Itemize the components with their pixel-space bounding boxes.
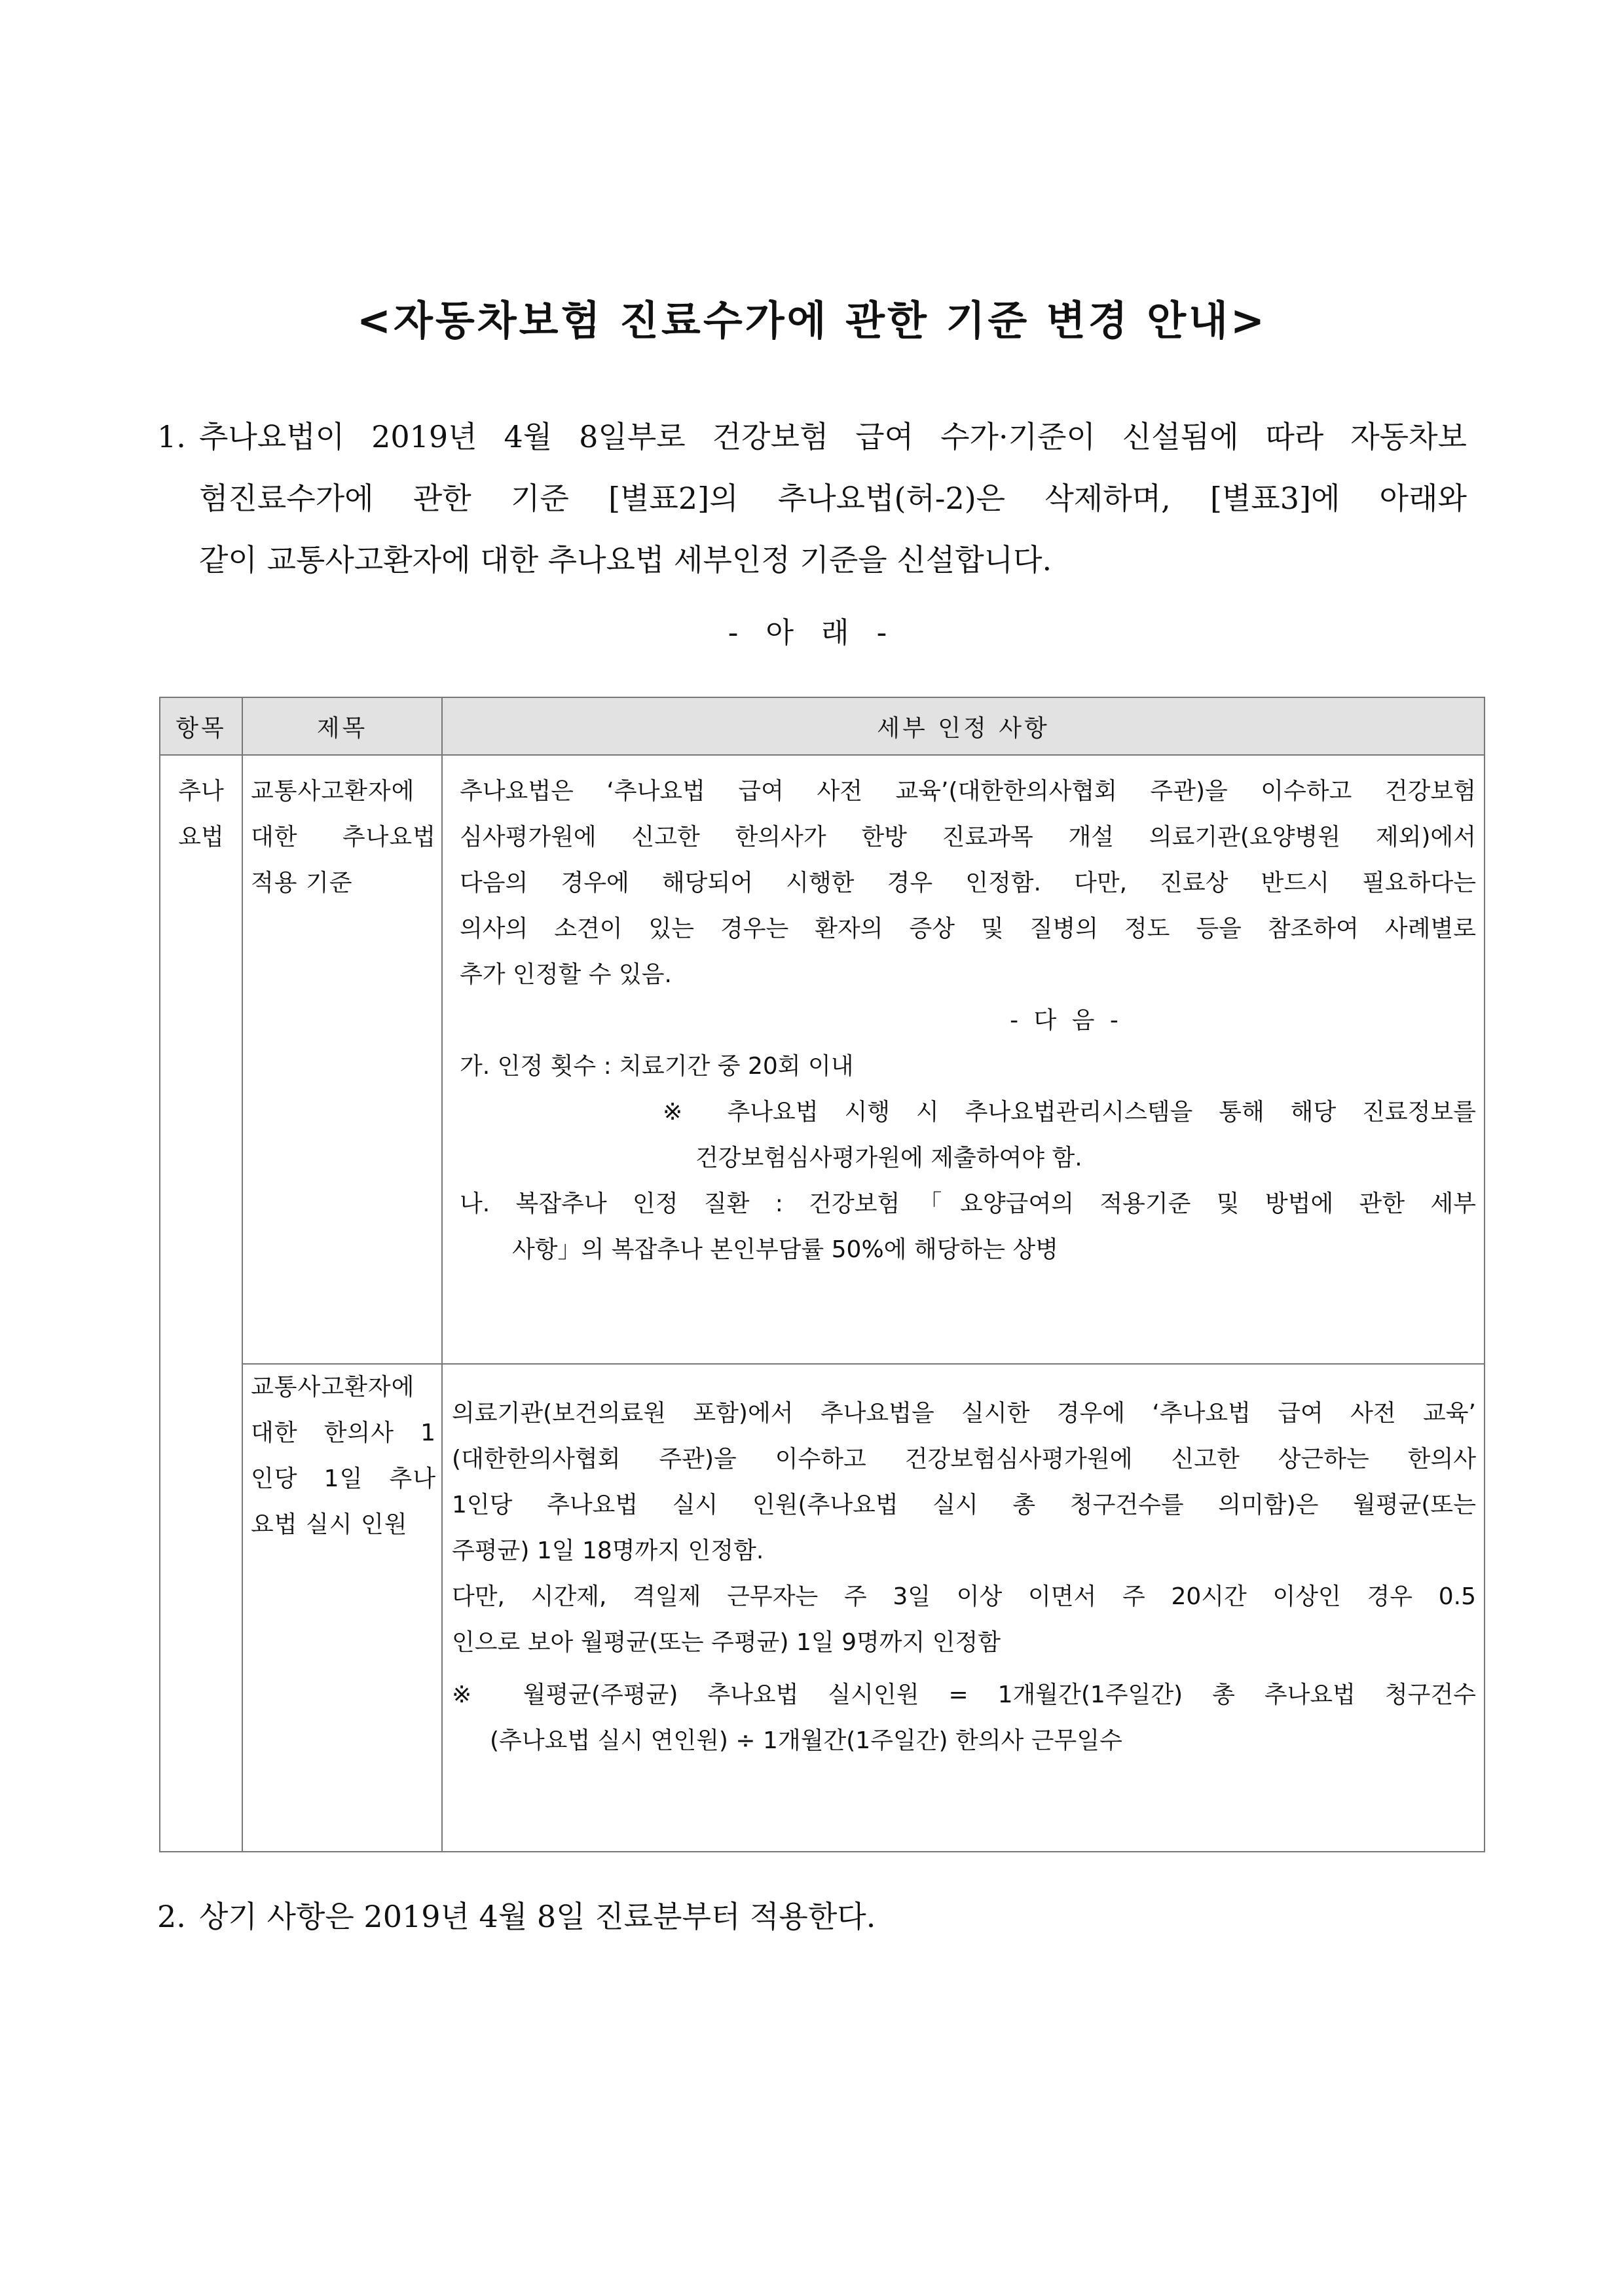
section-1 [157,406,1467,591]
table-row [160,1364,1485,1852]
subject-line: 인당 1일 추나 [251,1465,436,1492]
note-line: ※ 월평균(주평균) 추나요법 실시인원 = 1개월간(1주일간) 총 추나요법 청구건수 [452,1681,1476,1708]
detail-line: 의사의 소견이 있는 경우는 환자의 증상 및 질병의 정도 등을 참조하여 사례별로 [460,915,1476,942]
section-1-number: 1. [157,419,186,454]
next-label: - 다 음 - [1010,1007,1122,1034]
details-cell-1 [442,755,1485,1364]
subject-line: 교통사고환자에 [251,1374,415,1401]
subject-line: 요법 실시 인원 [251,1511,408,1538]
category-cell [160,755,242,1852]
criteria-table [159,697,1485,1852]
page-title: <자동차보험 진료수가에 관한 기준 변경 안내> [357,297,1267,344]
detail-line: 추나요법은 ‘추나요법 급여 사전 교육’(대한한의사협회 주관)을 이수하고 건강보험 [460,778,1476,805]
section-1-line: 추나요법이 2019년 4월 8일부로 건강보험 급여 수가·기준이 신설됨에 따라 자동차보 [199,419,1467,454]
header-subject: 제목 [242,697,442,755]
item-na-line: 나. 복잡추나 인정 질환 : 건강보험「요양급여의 적용기준 및 방법에 관한 세부 [460,1190,1476,1217]
header-details: 세부 인정 사항 [442,697,1485,755]
detail-line: 인으로 보아 월평균(또는 주평균) 1일 9명까지 인정함 [452,1629,1001,1656]
detail-line: 다만, 시간제, 격일제 근무자는 주 3일 이상 이면서 주 20시간 이상인 경우 0.5 [452,1583,1476,1610]
below-label: - 아 래 - [728,616,896,650]
detail-line: 추가 인정할 수 있음. [460,961,672,988]
subject-cell-1 [242,755,442,1364]
section-2-number: 2. [157,1899,186,1934]
section-1-line: 험진료수가에 관한 기준 [별표2]의 추나요법(허-2)은 삭제하며, [별표3]에 아래와 [199,481,1467,516]
section-2 [157,1886,1467,1947]
subject-line: 교통사고환자에 [251,778,415,805]
category-line: 추나 [178,778,224,805]
detail-line: 주평균) 1일 18명까지 인정함. [452,1537,764,1564]
note-ga-line: ※ 추나요법 시행 시 추나요법관리시스템을 통해 해당 진료정보를 [663,1099,1476,1126]
note-line: (추나요법 실시 연인원) ÷ 1개월간(1주일간) 한의사 근무일수 [490,1727,1122,1754]
details-cell-2 [442,1364,1485,1852]
subject-cell-2 [242,1364,442,1852]
detail-line: 심사평가원에 신고한 한의사가 한방 진료과목 개설 의료기관(요양병원 제외)에서 [460,824,1476,851]
category-line: 요법 [178,824,224,851]
section-2-text: 상기 사항은 2019년 4월 8일 진료분부터 적용한다. [199,1899,876,1934]
note-ga-line: 건강보험심사평가원에 제출하여야 함. [695,1145,1082,1171]
subject-line: 적용 기준 [251,870,353,896]
item-na-line: 사항」의 복잡추나 본인부담률 50%에 해당하는 상병 [512,1236,1058,1263]
header-category: 항목 [160,697,242,755]
table-header-row [160,697,1485,755]
detail-line: (대한한의사협회 주관)을 이수하고 건강보험심사평가원에 신고한 상근하는 한의사 [452,1446,1476,1473]
detail-line: 1인당 추나요법 실시 인원(추나요법 실시 총 청구건수를 의미함)은 월평균(또는 [452,1492,1476,1518]
detail-line: 다음의 경우에 해당되어 시행한 경우 인정함. 다만, 진료상 반드시 필요하다는 [460,870,1476,896]
subject-line: 대한 추나요법 [251,824,436,851]
subject-line: 대한 한의사 1 [251,1420,436,1446]
table-row [160,755,1485,1364]
detail-line: 의료기관(보건의료원 포함)에서 추나요법을 실시한 경우에 ‘추나요법 급여 사전 교육’ [452,1400,1476,1427]
item-ga: 가. 인정 횟수 : 치료기간 중 20회 이내 [460,1053,854,1080]
section-1-line: 같이 교통사고환자에 대한 추나요법 세부인정 기준을 신설합니다. [199,542,1052,578]
